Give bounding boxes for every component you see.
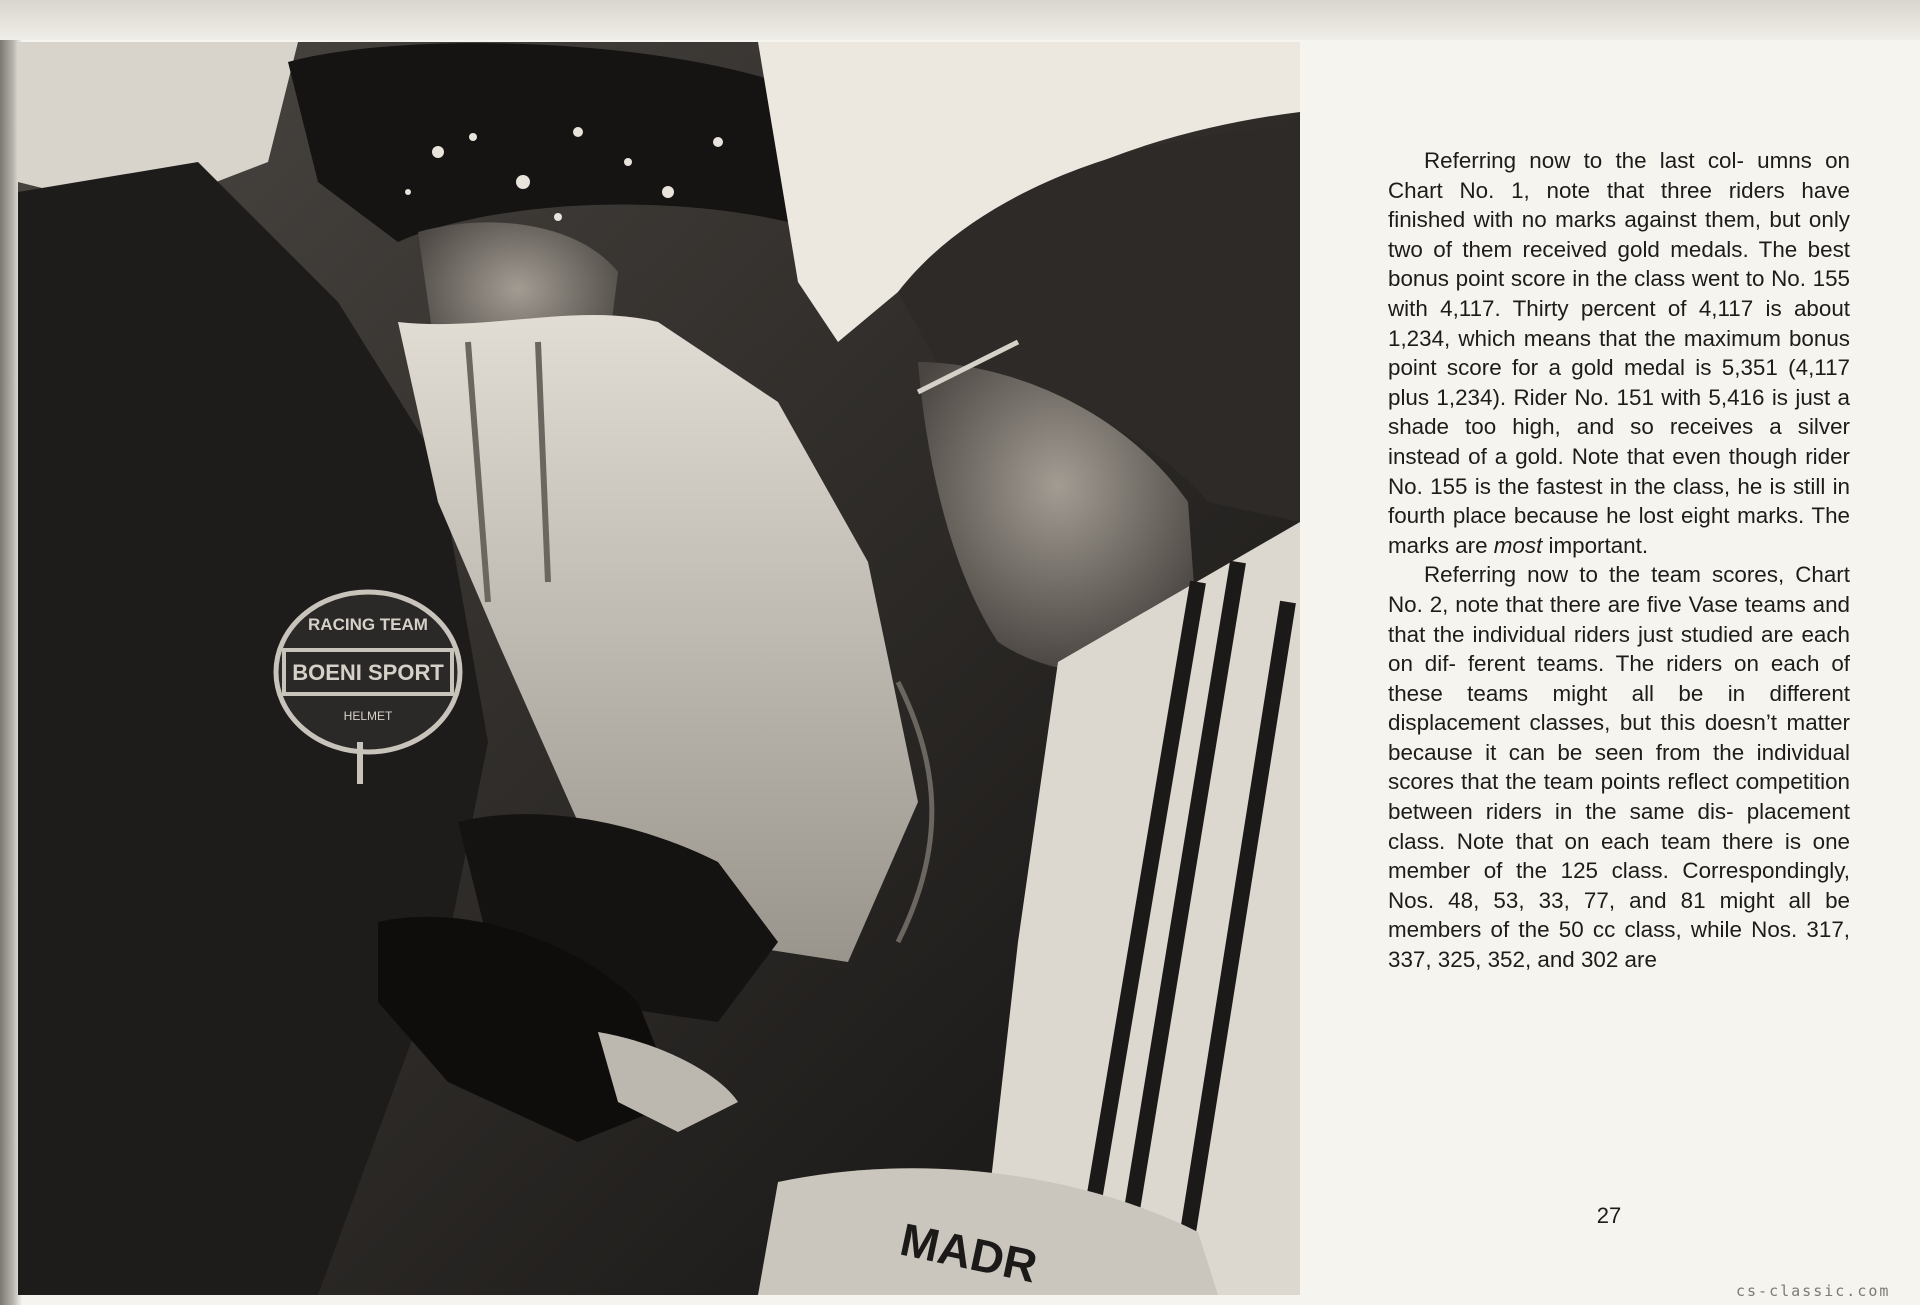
article-paragraph-2: Referring now to the team scores, Chart No. 2, note that there are five Vase teams and that the individual riders just studied are each on dif- ferent teams. The riders on each of these teams might all be in different displacement classes, but this doesn’t matter because it can be seen from the individual scores that the team points reflect competition between riders in the same dis- placement class. Note that on each team there is one member of the 125 class. Correspondingly, Nos. 48, 53, 33, 77, and 81 might all be members of the 50 cc class, while Nos. 317, 337, 325, 352, and 302 are [1388, 562, 1850, 973]
riders-photo-illustration [18, 42, 1300, 1295]
article-text-column [1388, 146, 1850, 975]
bib-text: MADR [895, 1212, 1042, 1293]
paragraph-1-text: Referring now to the last col- umns on Chart No. 1, note that three riders have finished with no marks against them, but only two of them received gold medals. The best bonus point score in the class went to No. 155 with 4,117. Thirty percent of 4,117 is about 1,234, which means that the maximum bonus point score for a gold medal is 5,351 (4,117 plus 1,234). Rider No. 151 with 5,416 is just a shade too high, and so receives a silver instead of a gold. Note that even though rider No. 155 is the fastest in the class, he is still in fourth place because he lost eight marks. The marks are [1388, 148, 1850, 558]
patch-bottom-text: HELMET [343, 709, 393, 723]
page-number: 27 [1596, 1203, 1622, 1228]
riders-photo [18, 42, 1300, 1295]
patch-top-text: RACING TEAM [308, 615, 428, 634]
paragraph-1-ending: important. [1542, 532, 1649, 558]
scan-top-edge [0, 0, 1920, 44]
watermark: cs-classic.com [1736, 1282, 1891, 1300]
article-paragraph-1 [1388, 146, 1850, 560]
patch-middle-text: BOENI SPORT [292, 660, 444, 685]
paragraph-1-emphasis: most [1493, 532, 1543, 558]
